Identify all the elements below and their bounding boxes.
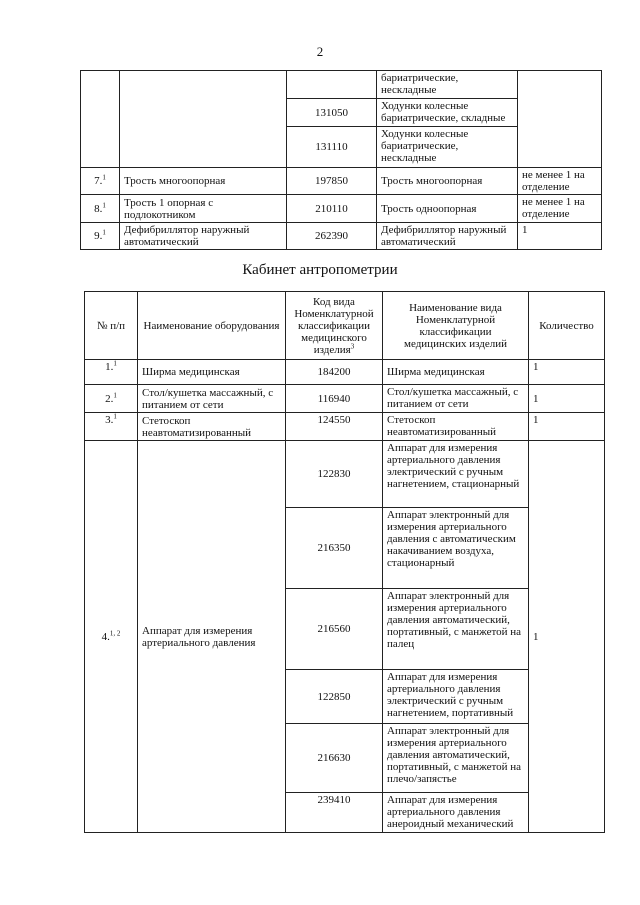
header-row xyxy=(85,292,605,360)
name-cell xyxy=(120,71,287,168)
table-row xyxy=(81,168,602,195)
view-name-cell: Трость одноопорная xyxy=(377,195,518,223)
code-cell: 262390 xyxy=(287,223,377,250)
view-name-cell: Стол/кушетка массажный, с питанием от сети xyxy=(383,385,529,413)
view-name-cell: Стетоскоп неавтоматизированный xyxy=(383,413,529,441)
view-name-cell: Аппарат для измерения артериального давления анероидный механический xyxy=(383,793,529,833)
num-cell: 9.$^1$ xyxy=(81,223,120,250)
view-name-cell: Аппарат для измерения артериального давления электрический с ручным нагнетением, портативный xyxy=(383,670,529,724)
page-number: 2 xyxy=(316,44,324,59)
table-row xyxy=(81,71,602,99)
view-name-cell: Ходунки колесные бариатрические, нескладные xyxy=(377,127,518,168)
name-cell: Дефибриллятор наружный автоматический xyxy=(120,223,287,250)
view-name-cell: Дефибриллятор наружный автоматический xyxy=(377,223,518,250)
code-cell: 216630 xyxy=(286,724,383,793)
num-cell: 1.$^1$ xyxy=(85,360,138,385)
code-cell: 131110 xyxy=(287,127,377,168)
code-cell: 116940 xyxy=(286,385,383,413)
num-cell: 7.$^1$ xyxy=(81,168,120,195)
name-cell: Ширма медицинская xyxy=(138,360,286,385)
header-code: Код вида Номенклатурной классификации медицинского изделия$^3$ xyxy=(286,292,383,360)
qty-cell: 1 xyxy=(529,413,605,441)
equipment-table-continued xyxy=(80,70,602,250)
name-cell: Аппарат для измерения артериального давления xyxy=(138,441,286,833)
qty-cell: 1 xyxy=(518,223,602,250)
view-name-cell: бариатрические, нескладные xyxy=(377,71,518,99)
name-cell: Стетоскоп неавтоматизированный xyxy=(138,413,286,441)
qty-cell xyxy=(518,71,602,168)
code-cell: 216350 xyxy=(286,508,383,589)
num-cell: 3.$^1$ xyxy=(85,413,138,441)
view-name-cell: Аппарат электронный для измерения артериального давления автоматический, портативный, с манжетой на плечо/запястье xyxy=(383,724,529,793)
code-cell: 131050 xyxy=(287,99,377,127)
code-cell: 124550 xyxy=(286,413,383,441)
view-name-cell: Аппарат для измерения артериального давления электрический с ручным нагнетением, стационарный xyxy=(383,441,529,508)
name-cell: Трость 1 опорная с подлокотником xyxy=(120,195,287,223)
code-cell: 239410 xyxy=(286,793,383,833)
qty-cell: не менее 1 на отделение xyxy=(518,168,602,195)
code-cell xyxy=(287,71,377,99)
num-cell: 4.$^{1, 2}$ xyxy=(85,441,138,833)
code-cell: 197850 xyxy=(287,168,377,195)
code-cell: 216560 xyxy=(286,589,383,670)
qty-cell: 1 xyxy=(529,385,605,413)
anthropometry-table xyxy=(84,291,605,833)
num-cell xyxy=(81,71,120,168)
code-cell: 122850 xyxy=(286,670,383,724)
table-row xyxy=(85,360,605,385)
qty-cell: 1 xyxy=(529,360,605,385)
view-name-cell: Ширма медицинская xyxy=(383,360,529,385)
qty-cell: не менее 1 на отделение xyxy=(518,195,602,223)
num-cell: 2.$^1$ xyxy=(85,385,138,413)
view-name-cell: Ходунки колесные бариатрические, складные xyxy=(377,99,518,127)
section-title: Кабинет антропометрии xyxy=(242,262,398,278)
table-row xyxy=(85,441,605,508)
name-cell: Трость многоопорная xyxy=(120,168,287,195)
view-name-cell: Трость многоопорная xyxy=(377,168,518,195)
table-row xyxy=(81,195,602,223)
view-name-cell: Аппарат электронный для измерения артериального давления с автоматическим накачиванием воздуха, стационарный xyxy=(383,508,529,589)
table-row xyxy=(85,385,605,413)
header-view: Наименование вида Номенклатурной классификации медицинских изделий xyxy=(383,292,529,360)
code-cell: 184200 xyxy=(286,360,383,385)
code-cell: 122830 xyxy=(286,441,383,508)
header-qty: Количество xyxy=(529,292,605,360)
qty-cell: 1 xyxy=(529,441,605,833)
view-name-cell: Аппарат электронный для измерения артериального давления автоматический, портативный, с манжетой на палец xyxy=(383,589,529,670)
code-cell: 210110 xyxy=(287,195,377,223)
header-name: Наименование оборудования xyxy=(138,292,286,360)
table-row xyxy=(81,223,602,250)
num-cell: 8.$^1$ xyxy=(81,195,120,223)
name-cell: Стол/кушетка массажный, с питанием от сети xyxy=(138,385,286,413)
header-num: № п/п xyxy=(85,292,138,360)
table-row xyxy=(85,413,605,441)
